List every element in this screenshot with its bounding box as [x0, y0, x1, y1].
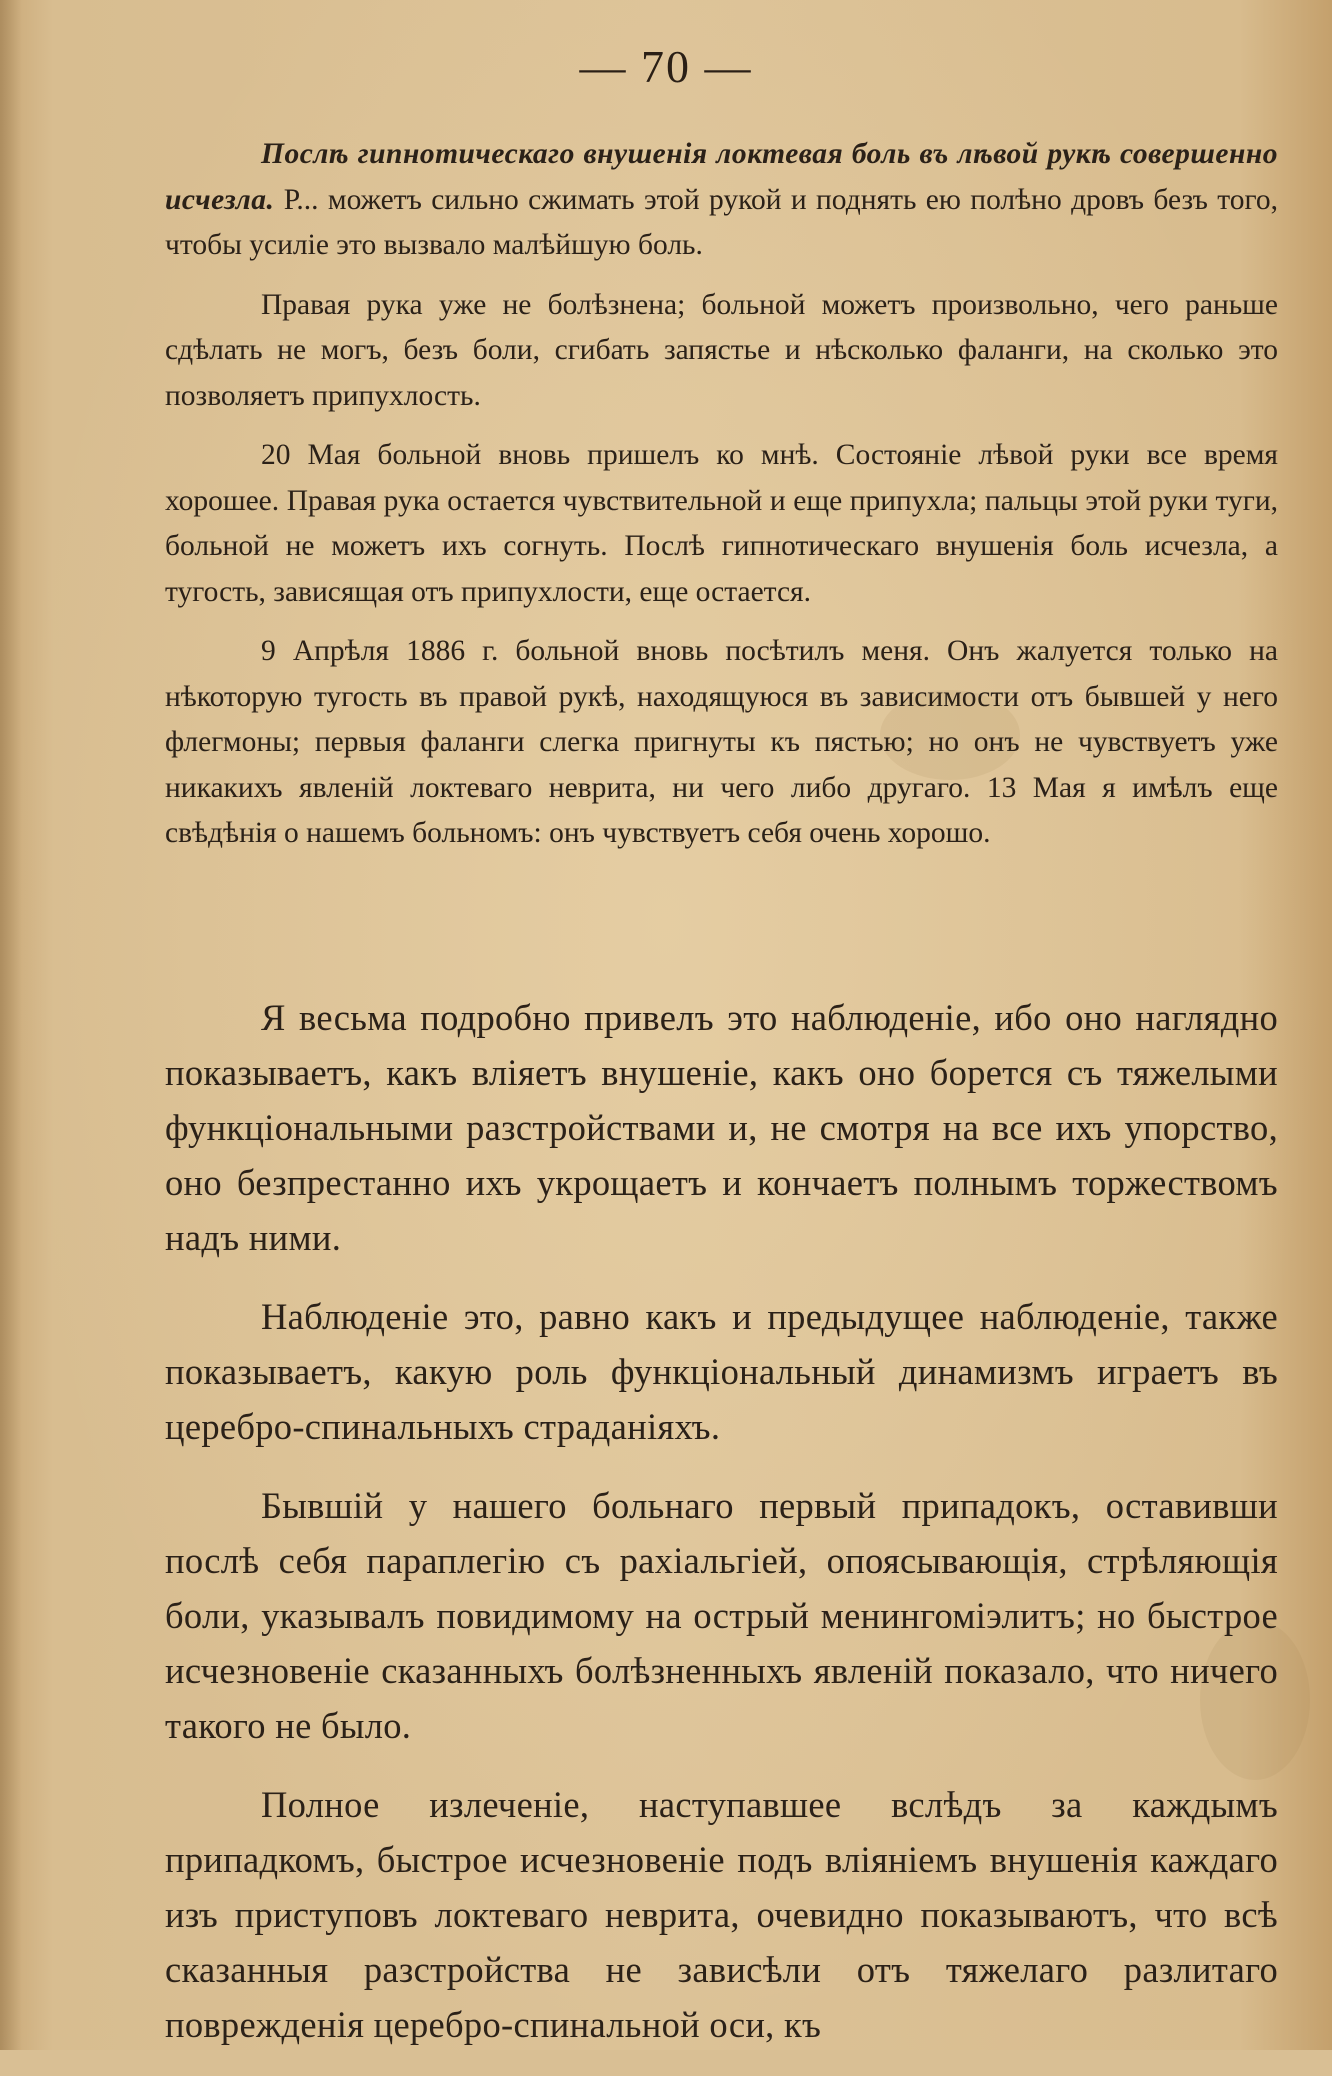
paragraph-text: 9 Апрѣля 1886 г. больной вновь посѣтилъ меня. Онъ жалуется только на нѣкоторую тугость въ правой рукѣ, находящуюся въ зависимости отъ бывшей у него флегмоны; первыя фаланги слегка пригнуты къ пястью; но онъ не чувствуетъ уже никакихъ явленій локтеваго неврита, ни чего либо другаго. 13 Мая я имѣлъ еще свѣдѣнія о нашемъ больномъ: онъ чувствуетъ себя очень хорошо.: [165, 635, 1278, 849]
paragraph-text: Р... можетъ сильно сжимать этой рукой и поднять ею полѣно дровъ безъ того, чтобы усиліе это вызвало малѣйшую боль.: [165, 183, 1278, 261]
paragraph: Наблюденіе это, равно какъ и предыдущее наблюденіе, также показываетъ, какую роль функціональный динамизмъ играетъ въ церебро-спинальныхъ страданіяхъ.: [165, 1296, 1278, 1447]
small-print-section: [165, 132, 1278, 871]
paragraph: [165, 433, 1278, 615]
paragraph-text: 20 Мая больной вновь пришелъ ко мнѣ. Состояніе лѣвой руки все время хорошее. Правая рука остается чувствительной и еще припухла; пальцы этой руки туги, больной не можетъ ихъ согнуть. Послѣ гипнотическаго внушенія боль исчезла, а тугость, зависящая отъ припухлости, еще остается.: [165, 439, 1278, 608]
paragraph: [165, 283, 1278, 420]
italic-lead: Послѣ гипнотическаго внушенія локтевая боль въ лѣвой рукѣ совершенно исчезла.: [165, 138, 1278, 216]
paragraph: Полное излеченіе, наступавшее вслѣдъ за каждымъ припадкомъ, быстрое исчезновеніе подъ вліяніемъ внушенія каждаго изъ приступовъ локтеваго неврита, очевидно показываютъ, что всѣ сказанныя разстройства не зависѣли отъ тяжелаго разлитаго поврежденія церебро-спинальной оси, къ: [165, 1784, 1278, 2045]
spine-shadow: [0, 0, 22, 2050]
large-print-section: [165, 990, 1278, 2076]
paragraph-text: Правая рука уже не болѣзнена; больной можетъ произвольно, чего раньше сдѣлать не могъ, безъ боли, сгибать запястье и нѣсколько фаланги, на сколько это позволяетъ припухлость.: [165, 288, 1278, 412]
paragraph: Бывшій у нашего больнаго первый припадокъ, оставивши послѣ себя параплегію съ рахіальгіей, опоясывающія, стрѣляющія боли, указывалъ повидимому на острый менингоміэлитъ; но быстрое исчезновеніе сказанныхъ болѣзненныхъ явленій показало, что ничего такого не было.: [165, 1485, 1278, 1746]
paragraph: Я весьма подробно привелъ это наблюденіе, ибо оно наглядно показываетъ, какъ вліяетъ внушеніе, какъ оно борется съ тяжелыми функціональными разстройствами и, не смотря на все ихъ упорство, оно безпрестанно ихъ укрощаетъ и кончаетъ полнымъ торжествомъ надъ ними.: [165, 997, 1278, 1258]
paragraph: [165, 132, 1278, 269]
paragraph: [165, 629, 1278, 857]
page-number: — 70 —: [579, 41, 753, 92]
